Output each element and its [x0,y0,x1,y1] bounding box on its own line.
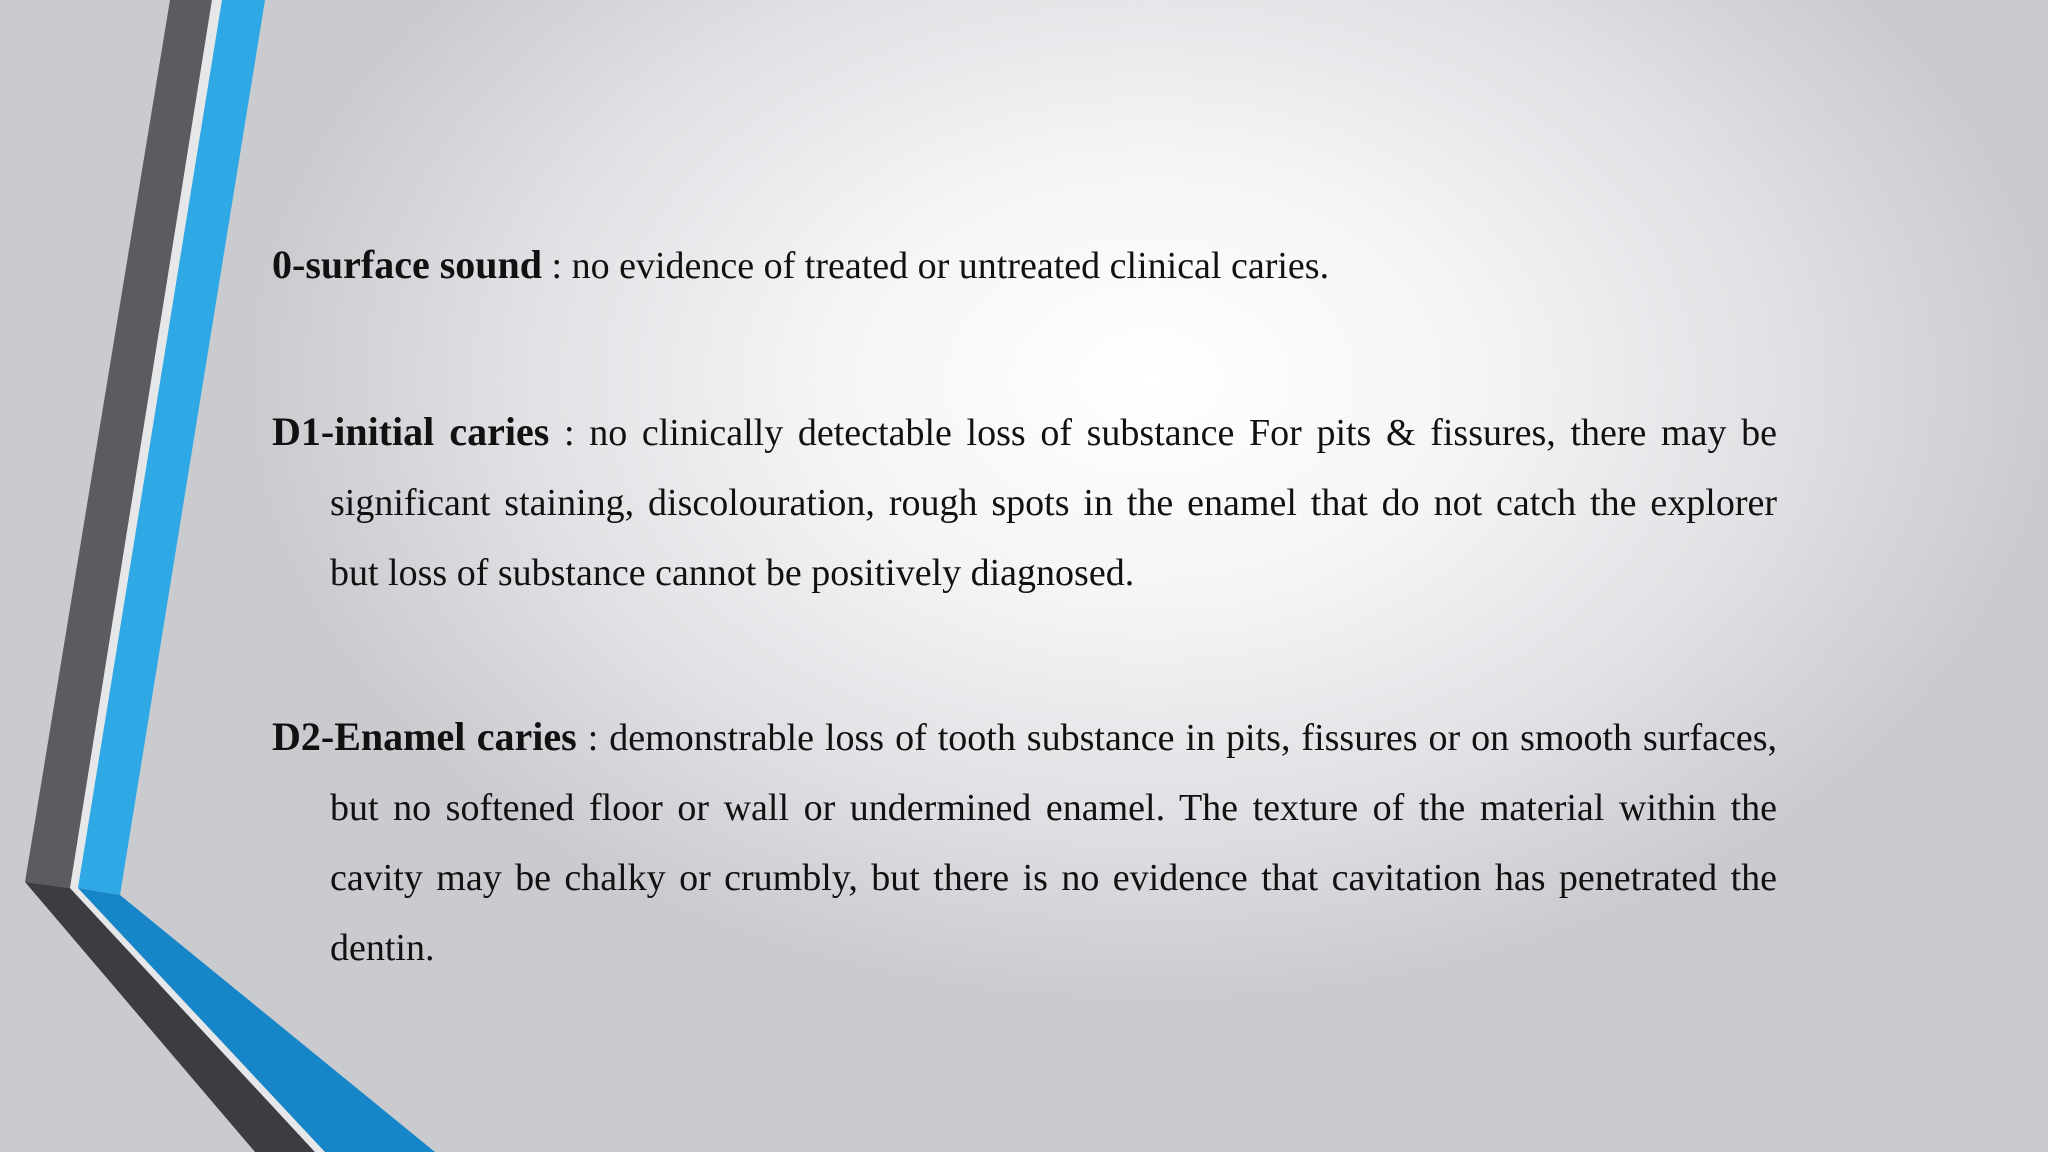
definition-surface-sound [272,230,1777,301]
term-d1-initial-caries: D1-initial caries [272,409,550,454]
definition-d1-initial-caries [272,397,1777,608]
definition-d2-enamel-caries [272,702,1777,983]
slide-content [272,230,1777,983]
term-surface-sound: 0-surface sound [272,242,543,287]
term-d2-enamel-caries: D2-Enamel caries [272,714,577,759]
description-surface-sound: : no evidence of treated or untreated clinical caries. [542,245,1330,287]
light-stripe [70,0,222,888]
description-d2-enamel-caries: : demonstrable loss of tooth substance in pits, fissures or on smooth surfaces, but no softened floor or wall or undermined enamel. The texture of the material within the cavity may be chalky or crumbly, but there is no evidence that cavitation has penetrated the dentin. [330,717,1777,969]
description-d1-initial-caries: : no clinically detectable loss of substance For pits & fissures, there may be significant staining, discolouration, rough spots in the enamel that do not catch the explorer but loss of substance cannot be positively diagnosed. [330,412,1777,594]
